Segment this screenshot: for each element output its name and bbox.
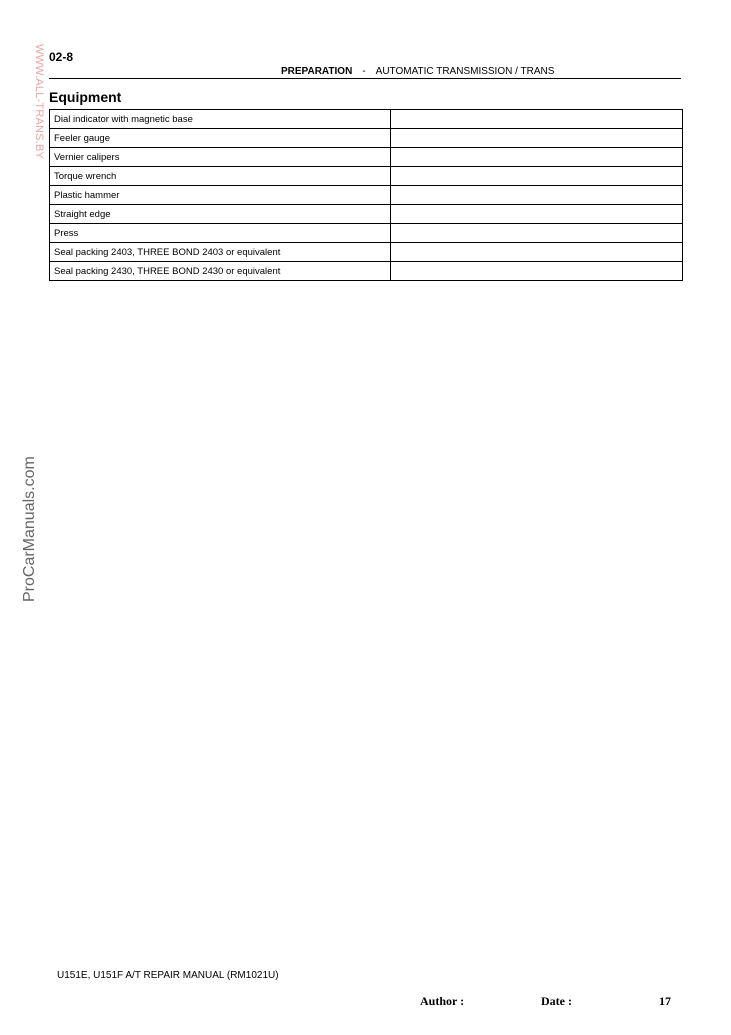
table-row xyxy=(50,243,683,262)
equipment-name: Vernier calipers xyxy=(50,148,391,167)
table-row xyxy=(50,224,683,243)
table-row xyxy=(50,129,683,148)
watermark-side xyxy=(21,432,41,602)
equipment-name: Plastic hammer xyxy=(50,186,391,205)
footer-date-label: Date : xyxy=(541,994,572,1008)
section-header-text xyxy=(281,66,554,77)
equipment-name: Seal packing 2430, THREE BOND 2430 or equivalent xyxy=(50,262,391,281)
table-row xyxy=(50,148,683,167)
equipment-note xyxy=(391,243,683,262)
equipment-note xyxy=(391,110,683,129)
section-header xyxy=(49,66,681,79)
watermark-top-text: WWW.ALL-TRANS.BY xyxy=(33,44,45,160)
equipment-name: Dial indicator with magnetic base xyxy=(50,110,391,129)
table-row xyxy=(50,205,683,224)
equipment-note xyxy=(391,167,683,186)
equipment-note xyxy=(391,186,683,205)
equipment-table xyxy=(49,109,683,281)
section-label: PREPARATION xyxy=(281,66,353,77)
watermark-top xyxy=(32,44,46,174)
footer-page-number: 17 xyxy=(659,994,671,1008)
equipment-name: Straight edge xyxy=(50,205,391,224)
equipment-name: Torque wrench xyxy=(50,167,391,186)
equipment-name: Seal packing 2403, THREE BOND 2403 or equivalent xyxy=(50,243,391,262)
equipment-note xyxy=(391,262,683,281)
footer-author-label: Author : xyxy=(420,994,465,1008)
table-row xyxy=(50,167,683,186)
equipment-table-body xyxy=(50,110,683,281)
chapter-label: AUTOMATIC TRANSMISSION / TRANS xyxy=(375,66,555,77)
equipment-name: Feeler gauge xyxy=(50,129,391,148)
equipment-note xyxy=(391,129,683,148)
footer-manual-title: U151E, U151F A/T REPAIR MANUAL (RM1021U) xyxy=(57,970,279,981)
watermark-side-text: ProCarManuals.com xyxy=(21,456,38,602)
equipment-name: Press xyxy=(50,224,391,243)
equipment-note xyxy=(391,224,683,243)
equipment-note xyxy=(391,148,683,167)
table-row xyxy=(50,186,683,205)
page-title: Equipment xyxy=(49,89,122,105)
table-row xyxy=(50,262,683,281)
equipment-note xyxy=(391,205,683,224)
page-number: 02-8 xyxy=(49,50,74,64)
header-separator: - xyxy=(362,66,366,77)
table-row xyxy=(50,110,683,129)
